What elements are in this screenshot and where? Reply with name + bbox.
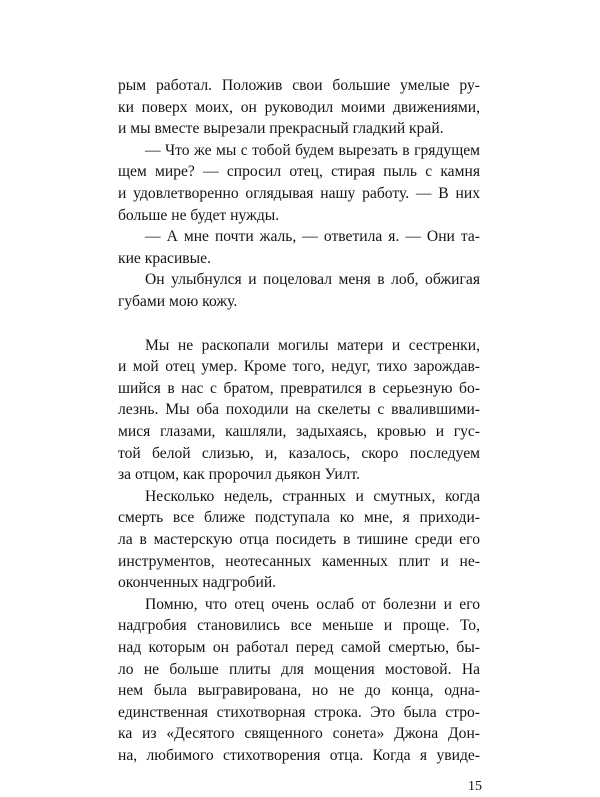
text-line: Несколько недель, странных и смутных, когда (145, 487, 480, 505)
text-line: той белой слизью, и, казалось, скоро последуем (118, 444, 480, 462)
text-line: больше не будет нужды. (118, 206, 280, 224)
text-line: ка из «Десятого священного сонета» Джона Дон- (118, 725, 480, 743)
text-line: Он улыбнулся и поцеловал меня в лоб, обжигая (145, 271, 480, 289)
text-line: смерть все ближе подступала ко мне, я приходи- (118, 509, 480, 527)
text-line: единственная стихотворная строка. Это была стро- (118, 703, 480, 721)
text-line: оконченных надгробий. (118, 574, 277, 592)
text-line: Помню, что отец очень ослаб от болезни и его (145, 595, 480, 613)
text-line: губами мою кожу. (118, 293, 238, 310)
text-line: — Что же мы с тобой будем вырезать в грядущем (145, 141, 480, 159)
text-line: за отцом, как пророчил дьякон Уилт. (118, 466, 361, 484)
text-line: над которым он работал перед самой смертью, бы- (118, 639, 480, 656)
text-line: на, любимого стихотворения отца. Когда я увиде- (118, 747, 480, 764)
text-line: Мы не раскопали могилы матери и сестренки, (145, 336, 480, 354)
text-line: щем мире? — спросил отец, стирая пыль с камня (118, 163, 480, 181)
text-line: и мой отец умер. Кроме того, недуг, тихо зарождав- (118, 358, 480, 376)
text-line: — А мне почти жаль, — ответила я. — Они та- (145, 228, 480, 246)
text-line: мися глазами, кашляли, задыхаясь, кровью и гус- (118, 423, 480, 440)
text-line: ло не больше плиты для мощения мостовой. На (118, 660, 480, 678)
page-number: 15 (468, 778, 482, 794)
text-line: надгробия становились все меньше и проще. То, (118, 617, 480, 635)
text-line: ла в мастерскую отца посидеть в тишине среди его (118, 531, 480, 548)
text-line: и удовлетворенно оглядывая нашу работу. — В них (118, 185, 480, 202)
text-line: рым работал. Положив свои большие умелые ру- (118, 77, 480, 94)
text-line: кие красивые. (118, 249, 211, 267)
text-line: нем была выгравирована, но не до конца, одна- (118, 682, 480, 700)
text-line: инструментов, неотесанных каменных плит и не- (118, 552, 480, 570)
text-line: и мы вместе вырезали прекрасный гладкий край. (118, 120, 444, 138)
text-line: лезнь. Мы оба походили на скелеты с ввалившими- (118, 401, 480, 419)
text-line: ки поверх моих, он руководил моими движениями, (118, 98, 480, 116)
text-line: шийся в нас с братом, превратился в серьезную бо- (118, 379, 480, 397)
